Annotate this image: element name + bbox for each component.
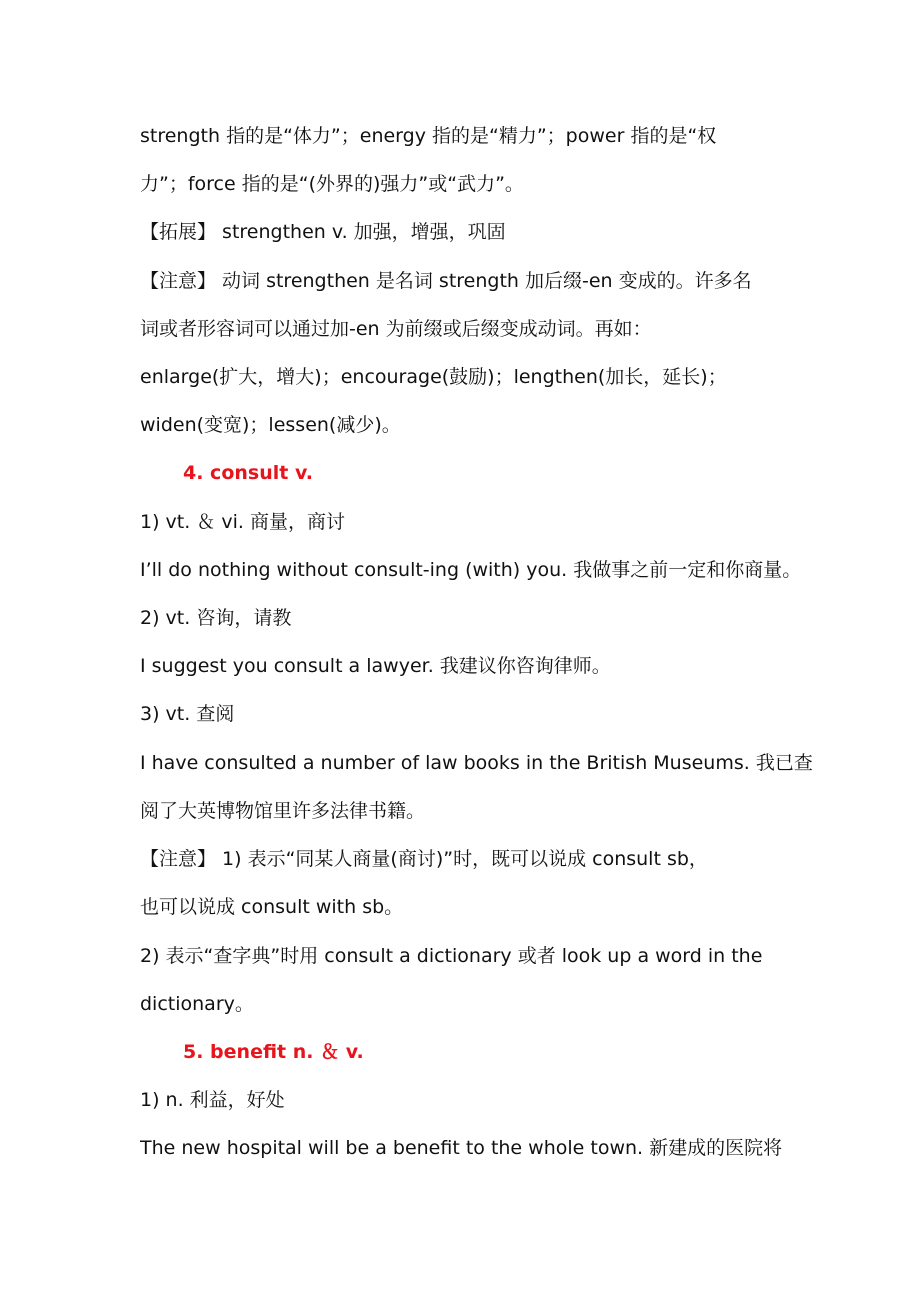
example-sentence: The new hospital will be a benefit to the whole town. 新建成的医院将 (140, 1137, 783, 1159)
section-heading-consult: 4. consult v. (183, 462, 313, 484)
text-line: 词或者形容词可以通过加-en 为前缀或后缀变成动词。再如： (140, 318, 652, 340)
text-line: enlarge(扩大，增大)；encourage(鼓励)；lengthen(加长，延长)； (140, 366, 727, 388)
text-line: strength 指的是“体力”；energy 指的是“精力”；power 指的是“权 (140, 125, 717, 147)
text-line: 也可以说成 consult with sb。 (140, 896, 404, 918)
definition-line: 1) vt. ＆ vi. 商量，商讨 (140, 511, 345, 533)
text-line: 力”；force 指的是“(外界的)强力”或“武力”。 (140, 173, 524, 195)
text-line: widen(变宽)；lessen(减少)。 (140, 414, 401, 436)
extension-note: 【拓展】 strengthen v. 加强，增强，巩固 (140, 221, 506, 243)
definition-line: 3) vt. 查阅 (140, 703, 235, 725)
example-sentence: I have consulted a number of law books in the British Museums. 我已查 (140, 752, 813, 774)
text-line: dictionary。 (140, 993, 254, 1015)
attention-note: 【注意】 1) 表示“同某人商量(商讨)”时，既可以说成 consult sb， (140, 848, 708, 870)
definition-line: 2) vt. 咨询，请教 (140, 607, 292, 629)
example-sentence: I suggest you consult a lawyer. 我建议你咨询律师。 (140, 655, 611, 677)
text-line: 2) 表示“查字典”时用 consult a dictionary 或者 look up a word in the (140, 945, 763, 967)
section-heading-benefit: 5. benefit n. ＆ v. (183, 1041, 364, 1063)
definition-line: 1) n. 利益，好处 (140, 1089, 285, 1111)
text-line: 阅了大英博物馆里许多法律书籍。 (140, 800, 426, 822)
attention-note: 【注意】 动词 strengthen 是名词 strength 加后缀-en 变成的。许多名 (140, 270, 752, 292)
example-sentence: I’ll do nothing without consult-ing (with) you. 我做事之前一定和你商量。 (140, 559, 802, 581)
